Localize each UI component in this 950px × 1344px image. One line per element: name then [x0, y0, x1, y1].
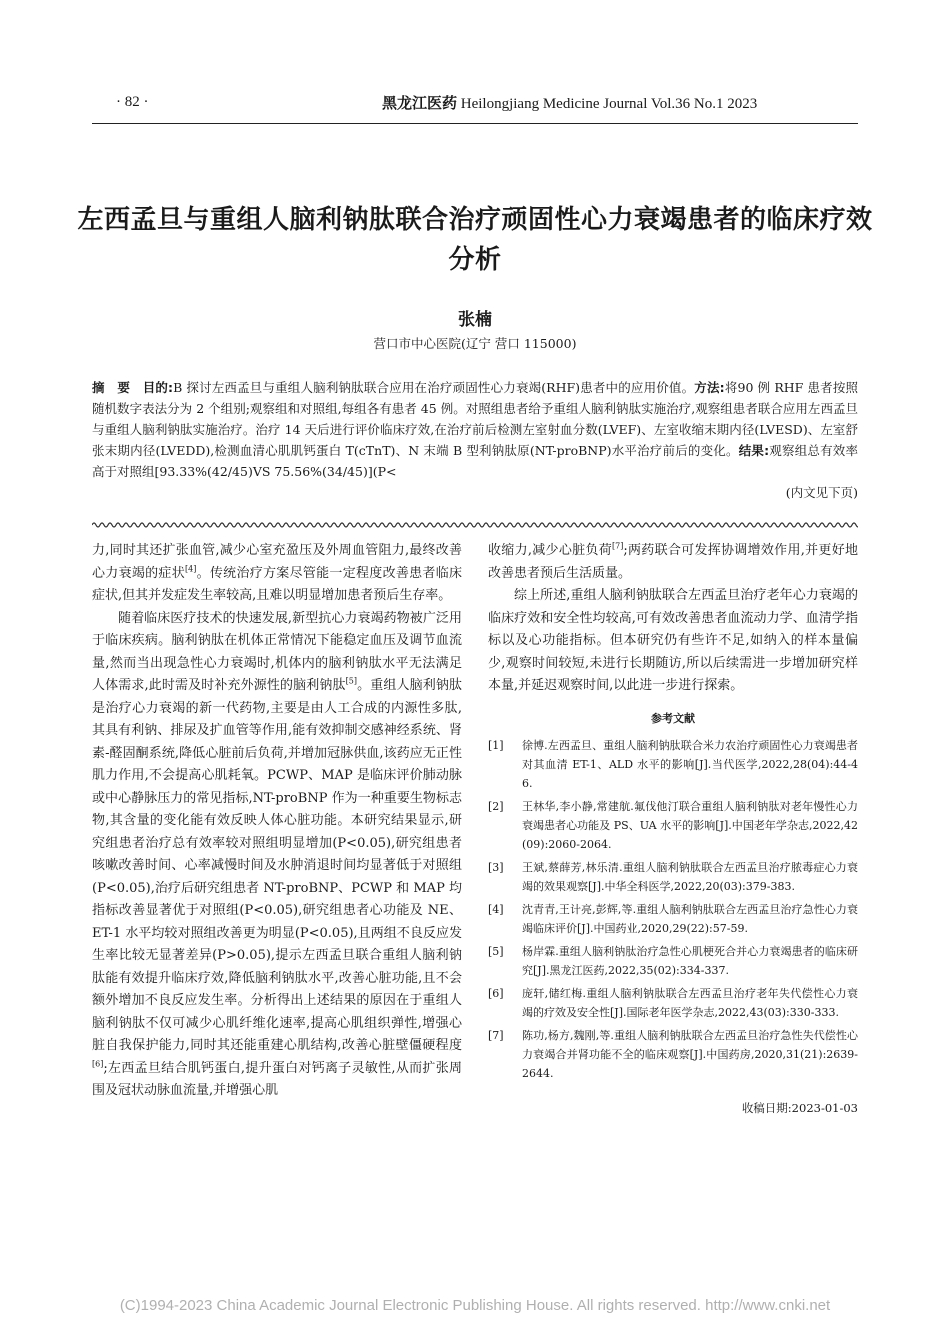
references-list: [488, 736, 858, 1083]
reference-text: 徐博.左西孟旦、重组人脑利钠肽联合米力农治疗顽固性心力衰竭患者对其血清 ET-1、ALD 水平的影响[J].当代医学,2022,28(04):44-46.: [522, 739, 858, 790]
reference-text: 杨岸霖.重组人脑利钠肽治疗急性心肌梗死合并心力衰竭患者的临床研究[J].黑龙江医药,2022,35(02):334-337.: [522, 945, 858, 977]
reference-item: [488, 1026, 858, 1083]
reference-number: [3]: [488, 861, 504, 874]
reference-item: [488, 797, 858, 854]
abstract-label: 摘 要 目的:: [92, 380, 174, 395]
reference-text: 陈功,杨方,魏刚,等.重组人脑利钠肽联合左西孟旦治疗急性失代偿性心力衰竭合并肾功能不全的临床观察[J].中国药房,2020,31(21):2639-2644.: [522, 1029, 858, 1080]
reference-number: [7]: [488, 1029, 504, 1042]
reference-item: [488, 942, 858, 980]
journal-name: [382, 92, 757, 113]
references-title: 参考文献: [651, 711, 695, 725]
header-rule: [92, 123, 858, 124]
reference-text: 王斌,蔡薛芳,林乐清.重组人脑利钠肽联合左西孟旦治疗脓毒症心力衰竭的效果观察[J].中华全科医学,2022,20(03):379-383.: [522, 861, 858, 893]
reference-item: [488, 984, 858, 1022]
reference-number: [4]: [488, 903, 504, 916]
results-label: 结果:: [738, 443, 770, 458]
author-affiliation: 营口市中心医院(辽宁 营口 115000): [373, 336, 577, 351]
reference-item: [488, 736, 858, 793]
abstract-methods: 将90 例 RHF 患者按照随机数字表法分为 2 个组别;观察组和对照组,每组各有患者 45 例。对照组患者给予重组人脑利钠肽实施治疗,观察组患者联合应用左西孟旦与重组人脑利钠肽实施治疗。治疗 14 天后进行评价临床疗效,在治疗前后检测左室射血分数(LVEF)、左室收缩末期内径(LVESD)、左室舒张末期内径(LVEDD),检测血清心肌肌钙蛋白 T(cTnT)、N 末端 B 型利钠肽原(NT-proBNP)水平治疗前后的变化。: [92, 380, 859, 458]
reference-text: 沈青青,王计亮,彭辉,等.重组人脑利钠肽联合左西孟旦治疗急性心力衰竭临床评价[J].中国药业,2020,29(22):57-59.: [522, 903, 858, 935]
left-column: [92, 540, 462, 1103]
page-number: · 82 ·: [116, 94, 149, 110]
methods-label: 方法:: [694, 380, 725, 395]
journal-name-cn: 黑龙江医药: [382, 94, 458, 112]
reference-number: [5]: [488, 945, 504, 958]
running-header: [92, 92, 858, 120]
right-paragraph-1: 收缩力,减少心脏负荷[7];两药联合可发挥协调增效作用,并更好地改善患者预后生活质量。: [488, 541, 858, 581]
article-title: 左西孟旦与重组人脑利钠肽联合治疗顽固性心力衰竭患者的临床疗效分析: [77, 205, 873, 275]
reference-item: [488, 900, 858, 938]
reference-item: [488, 858, 858, 896]
wavy-divider: [92, 520, 858, 530]
received-date: 收稿日期:2023-01-03: [741, 1101, 858, 1115]
copyright-footer: (C)1994-2023 China Academic Journal Electronic Publishing House. All rights reserved. http://www.cnki.net: [119, 1297, 831, 1314]
journal-name-en: Heilongjiang Medicine Journal Vol.36 No.1 2023: [460, 96, 758, 112]
reference-number: [1]: [488, 739, 504, 752]
abstract-results: 观察组总有效率高于对照组[93.33%(42/45)VS 75.56%(34/45)](P<: [92, 443, 858, 479]
reference-text: 庞轩,储红梅.重组人脑利钠肽联合左西孟旦治疗老年失代偿性心力衰竭的疗效及安全性[J].国际老年医学杂志,2022,43(03):330-333.: [522, 987, 858, 1019]
continued-note: (内文见下页): [785, 485, 858, 500]
left-paragraph-2: 随着临床医疗技术的快速发展,新型抗心力衰竭药物被广泛用于临床疾病。脑利钠肽在机体正常情况下能稳定血压及调节血流量,然而当出现急性心力衰竭时,机体内的脑利钠肽水平无法满足人体需求,此时需及时补充外源性的脑利钠肽[5]。重组人脑利钠肽是治疗心力衰竭的新一代药物,主要是由人工合成的内源性多肽,其具有利钠、排尿及扩血管等作用,能有效抑制交感神经系统、肾素-醛固酮系统,降低心脏前后负荷,并增加冠脉供血,该药应无正性肌力作用,不会提高心肌耗氧。PCWP、MAP 是临床评价肺动脉或中心静脉压力的常见指标,NT-proBNP 作为一种重要生物标志物,其含量的变化能有效反映人体心脏功能。本研究结果显示,研究组患者治疗总有效率较对照组明显增加(P<0.05),研究组患者咳嗽改善时间、心率减慢时间及水肿消退时间均显著低于对照组(P<0.05),治疗后研究组患者 NT-proBNP、PCWP 和 MAP 均指标改善显著优于对照组(P<0.05),研究组患者心功能及 NE、ET-1 水平均较对照组改善更为明显(P<0.05),且两组不良反应发生率比较无显著差异(P>0.05),提示左西孟旦联合重组人脑利钠肽能有效提升临床疗效,降低脑利钠肽水平,改善心脏功能,且不会额外增加不良反应发生率。分析得出上述结果的原因在于重组人脑利钠肽不仅可减少心肌纤维化速率,提高心肌组织弹性,增强心脏自我保护能力,同时其还能重建心肌结构,改善心脏壁僵硬程度[6];左西孟旦结合肌钙蛋白,提升蛋白对钙离子灵敏性,从而扩张周围及冠状动脉血流量,并增强心肌: [92, 610, 462, 1098]
reference-number: [2]: [488, 800, 504, 813]
author-name: 张楠: [458, 310, 492, 330]
right-paragraph-2: 综上所述,重组人脑利钠肽联合左西孟旦治疗老年心力衰竭的临床疗效和安全性均较高,可有效改善患者血流动力学、血清学指标以及心功能指标。但本研究仍有些许不足,如纳入的样本量偏少,观察时间较短,未进行长期随访,所以后续需进一步增加研究样本量,并延迟观察时间,以此进一步进行探索。: [488, 588, 858, 693]
left-paragraph-1: 力,同时其还扩张血管,减少心室充盈压及外周血管阻力,最终改善心力衰竭的症状[4]。传统治疗方案尽管能一定程度改善患者临床症状,但其并发症发生率较高,且难以明显增加患者预后生存率。: [92, 543, 462, 603]
reference-number: [6]: [488, 987, 504, 1000]
reference-text: 王林华,李小静,常建航.氟伐他汀联合重组人脑利钠肽对老年慢性心力衰竭患者心功能及 PS、UA 水平的影响[J].中国老年学杂志,2022,42(09):2060-2064.: [522, 800, 858, 851]
abstract-objective: B 探讨左西孟旦与重组人脑利钠肽联合应用在治疗顽固性心力衰竭(RHF)患者中的应用价值。: [173, 380, 695, 395]
right-column: [488, 540, 858, 1120]
abstract: [92, 377, 858, 503]
